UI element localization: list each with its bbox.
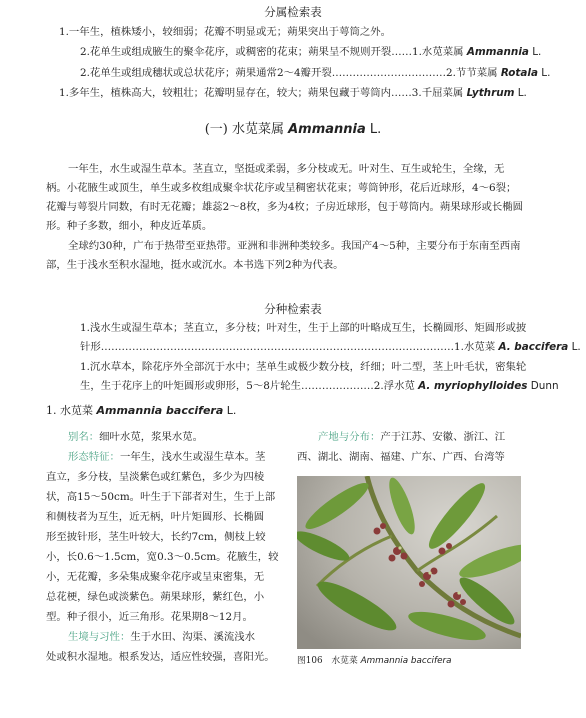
morphology-text-line: 状，高15～50cm。叶生于下部者对生，生于上部 bbox=[46, 491, 276, 503]
morphology-text-line: 总花梗，绿色或淡紫色。蒴果球形，紫红色，小 bbox=[46, 591, 265, 603]
distribution-text-line: 西、湖北、湖南、福建、广东、广西、台湾等 bbox=[297, 451, 505, 463]
genus-title: (一) 水苋菜属 Ammannia L. bbox=[204, 122, 382, 137]
habitat-text-line: 处或积水湿地。根系发达，适应性较强，喜阳光。 bbox=[46, 651, 275, 663]
species-key-title: 分种检索表 bbox=[264, 302, 322, 316]
morphology-label: 形态特征： bbox=[68, 451, 120, 463]
ammannia-photo bbox=[297, 476, 521, 649]
species-key-line-2: 针形…………………………………………………………………………………………1.水苋菜 A. baccifera L. bbox=[80, 341, 581, 353]
species-key-line-1: 1.浅水生或湿生草本；茎直立，多分枝；叶对生，生于上部的叶略成互生，长椭圆形、矩圆形或披 bbox=[80, 322, 527, 334]
species-key-line-3: 1.沉水草本，除花序外全部沉于水中；茎单生或极少数分枝，纤细；叶二型，茎上叶毛状，密集轮 bbox=[80, 361, 527, 373]
genus-key-line-2: 2.花单生或组成腋生的聚伞花序，或稠密的花束；蒴果呈不规则开裂……1.水苋菜属 Ammannia L. bbox=[80, 46, 542, 58]
genus-desc-line: 柄。小花腋生或顶生，单生或多枚组成聚伞状花序或呈稠密状花束；萼筒钟形，花后近球形，4～6裂； bbox=[46, 182, 517, 194]
genus-desc-line: 一年生，水生或湿生草本。茎直立，坚挺或柔弱，多分枝或无。叶对生、互生或轮生，全缘，无 bbox=[68, 163, 505, 175]
genus-desc-line: 部，生于浅水至积水湿地，挺水或沉水。本书选下列2种为代表。 bbox=[46, 259, 344, 271]
morphology-text-line: 和侧枝者为互生，近无柄，叶片矩圆形、长椭圆 bbox=[46, 511, 265, 523]
genus-desc-line: 花瓣与萼裂片同数，有时无花瓣；雄蕊2～8枚，多为4枚；子房近球形，包于萼筒内。蒴果球形或长椭圆 bbox=[46, 201, 524, 213]
genus-key-line-3: 2.花单生或组成穗状或总状花序；蒴果通常2～4瓣开裂……………………………2.节节菜属 Rotala L. bbox=[80, 67, 551, 79]
habitat-label: 生境与习性： bbox=[68, 631, 131, 643]
genus-key-line-1: 1.一年生，植株矮小，较细弱；花瓣不明显或无；蒴果突出于萼筒之外。 bbox=[59, 26, 392, 38]
distribution-label: 产地与分布： bbox=[318, 431, 381, 443]
genus-key-line-4: 1.多年生，植株高大，较粗壮；花瓣明显存在，较大；蒴果包藏于萼筒内……3.千屈菜属 Lythrum L. bbox=[59, 87, 527, 99]
morphology-text-line: 小，无花瓣，多朵集成聚伞花序或呈束密集，无 bbox=[46, 571, 265, 583]
genus-key-title: 分属检索表 bbox=[264, 5, 322, 19]
alias-label: 别名： bbox=[68, 431, 100, 443]
figure-caption: 图106 水苋菜 Ammannia baccifera bbox=[297, 656, 452, 666]
plant-illustration bbox=[297, 476, 521, 649]
morphology-text-line: 形至披针形，茎生叶较大，长约7cm，侧枝上较 bbox=[46, 531, 266, 543]
species-title: 1. 水苋菜 Ammannia baccifera L. bbox=[46, 404, 237, 417]
morphology-text-line: 小，长0.6～1.5cm，宽0.3～0.5cm。花腋生，较 bbox=[46, 551, 279, 563]
morphology-text-line: 型。种子很小，近三角形。花果期8～12月。 bbox=[46, 611, 253, 623]
habitat-line: 生境与习性：生于水田、沟渠、溪流浅水 bbox=[68, 631, 256, 643]
distribution-line: 产地与分布：产于江苏、安徽、浙江、江 bbox=[318, 431, 506, 443]
genus-desc-line: 全球约30种，广布于热带至亚热带。亚洲和非洲种类较多。我国产4～5种，主要分布于东南至西南 bbox=[68, 240, 521, 252]
morphology-text-line: 直立，多分枝，呈淡紫色或红紫色，多少为四棱 bbox=[46, 471, 265, 483]
morphology-line: 形态特征：一年生，浅水生或湿生草本。茎 bbox=[68, 451, 266, 463]
species-key-line-4: 生，生于花序上的叶矩圆形或卵形，5～8片轮生…………………2.浮水苋 A. myriophylloides Dunn bbox=[80, 380, 559, 392]
genus-desc-line: 形。种子多数，细小，种皮近革质。 bbox=[46, 220, 213, 232]
alias-line: 别名：细叶水苋，浆果水苋。 bbox=[68, 431, 204, 443]
